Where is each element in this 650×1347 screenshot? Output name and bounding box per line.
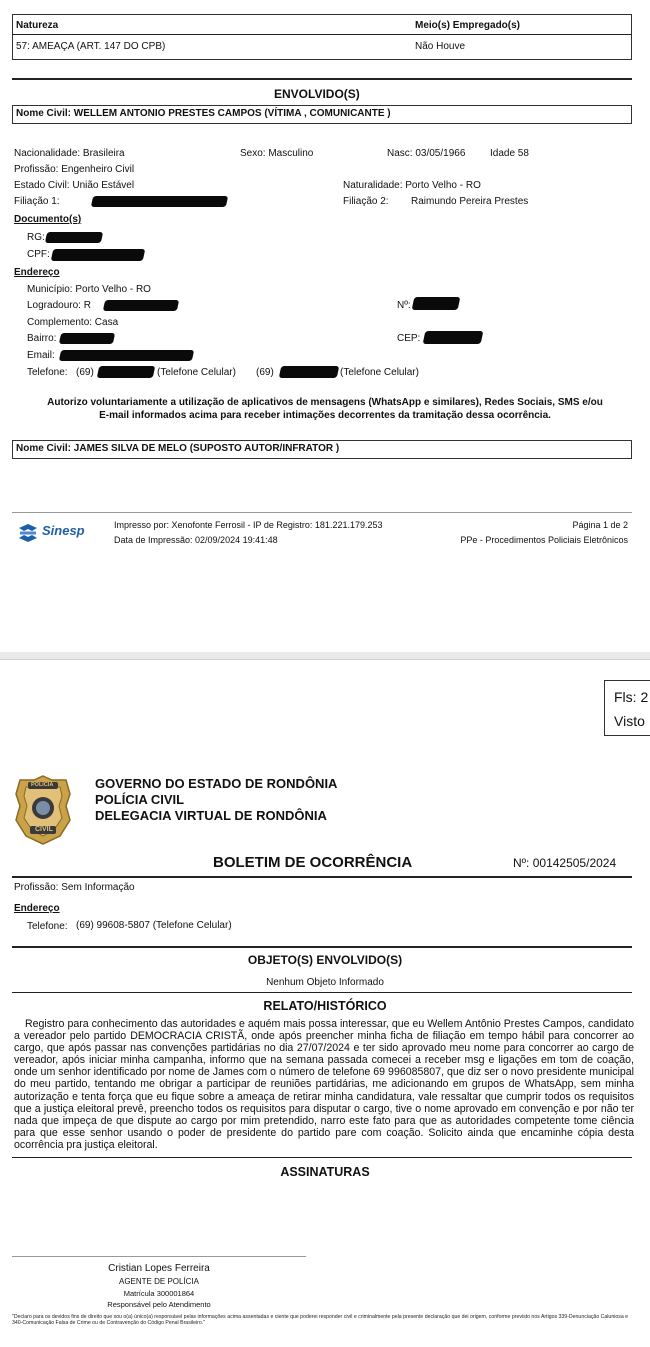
cpf-label: CPF: [27,249,50,260]
telefone-1-prefix: (69) [76,367,94,378]
redaction-email [59,350,194,361]
logradouro: Logradouro: R [27,300,91,311]
page-separator [0,652,650,660]
redaction-telefone-1 [97,366,156,378]
assinaturas-title: ASSINATURAS [280,1165,370,1179]
profissao-p2: Profissão: Sem Informação [14,882,135,893]
filiacao-2-label: Filiação 2: [343,196,389,207]
filiacao-2-value: Raimundo Pereira Prestes [411,196,529,207]
estado-civil: Estado Civil: União Estável [14,180,135,191]
declaration-text: "Declaro para os devidos fins de direito que sou o(a) único(a) responsável pelas informações acima assentadas e ciente que poderei responder civil e criminalmente pela presente declaração que dei origem, conforme previsto nos Artigos 339-Denunciação Caluniosa e 340-Comunicação Falsa de Crime ou de Contravenção do Código Penal Brasileiro." [12,1314,629,1326]
sexo: Sexo: Masculino [240,148,314,159]
objetos-title: OBJETO(S) ENVOLVIDO(S) [247,953,403,967]
relato-text: Registro para conhecimento das autoridades e aquém mais possa interessar, que eu Wellem Antônio Prestes Campos, candidato a vereador pelo partido DEMOCRACIA CRISTÃ, onde após preencher minha ficha de filiação em tempo hábil para concorrer ao cargo, que após passar nas convenções partidárias no dia 27/07/2024 e ter sido aprovado meu nome para concorrer ao cargo de vereador, após iniciar minha campanha, informo que na semana passada comecei a receber msg e ligações em tom de coação, onde um senhor identificado por nome de James com o número de telefone 69 996085807, que diz ser o novo presidente municipal do meu partido, tentando me obrigar a participar de reuniões partidárias, me adicionando em grupos de WhatsApp, sem minha autorização e tenta força que eu fique sobre a ameaça de retirar minha candidatura, vale ressaltar que cumprir todos os requisitos que a justiça eleitoral prevê, preencho todos os requisitos para disputar o cargo, tive o nome aprovado em convenção e por não ter nada que impeça de que dispute ao cargo por mim pretendido, narro este fato para que as autoridades competente tome ciência para que esse senhor usando o poder de presidente do partido pare com coação. Solicito ainda que encaminhe cópia desta ocorrência pra justiça eleitoral. [14,1018,634,1151]
redaction-cpf [51,249,146,261]
autorizo-line-1: Autorizo voluntariamente a utilização de aplicativos de mensagens (WhatsApp e similares), Redes Sociais, SMS e/ou [47,397,603,408]
fls-box [604,680,650,736]
documentos-label: Documento(s) [14,214,82,225]
naturalidade: Naturalidade: Porto Velho - RO [343,180,481,191]
objetos-divider [12,946,632,948]
numero-label: Nº: [397,300,411,311]
redaction-cep [423,331,484,344]
footer-printed-by: Impresso por: Xenofonte Ferrosil - IP de Registro: 181.221.179.253 [114,520,383,530]
natureza-value: 57: AMEAÇA (ART. 147 DO CPB) [16,41,166,52]
badge-text-bottom: CIVIL [35,826,53,833]
objetos-value: Nenhum Objeto Informado [266,977,384,988]
footer-divider [12,512,632,513]
telefone-label: Telefone: [27,367,68,378]
filiacao-1-label: Filiação 1: [14,196,60,207]
fls-label: Fls: 2 [614,689,649,705]
bairro-label: Bairro: [27,333,57,344]
gov-line-1: GOVERNO DO ESTADO DE RONDÔNIA [95,776,338,791]
endereco-label: Endereço [14,267,60,278]
redaction-bairro [59,333,115,344]
footer-system: PPe - Procedimentos Policiais Eletrônicos [460,535,628,545]
sinesp-logo-text: Sinesp [42,523,85,538]
telefone-2-type: (Telefone Celular) [340,367,419,378]
victim-name: Nome Civil: WELLEM ANTONIO PRESTES CAMPOS (VÍTIMA , COMUNICANTE ) [16,108,391,119]
title-divider [12,876,632,878]
signer-responsavel: Responsável pelo Atendimento [107,1300,211,1309]
bo-number: Nº: 00142505/2024 [513,856,617,870]
telefone-value-p2: (69) 99608-5807 (Telefone Celular) [76,920,232,931]
natureza-header: Natureza [16,20,59,31]
complemento: Complemento: Casa [27,317,119,328]
sinesp-icon [16,522,40,544]
meio-empregado-value: Não Houve [415,41,466,52]
envolvidos-title: ENVOLVIDO(S) [274,87,360,101]
meio-empregado-header: Meio(s) Empregado(s) [415,20,521,31]
gov-line-2: POLÍCIA CIVIL [95,792,185,807]
redaction-numero [412,297,461,310]
idade: Idade 58 [490,148,529,159]
visto-label: Visto [614,713,645,729]
signer-matricula: Matrícula 300001864 [123,1289,195,1298]
gov-line-3: DELEGACIA VIRTUAL DE RONDÔNIA [95,808,327,823]
redaction-filiacao-1 [91,196,228,207]
natureza-header-divider [12,34,632,35]
relato-title: RELATO/HISTÓRICO [263,999,387,1013]
footer-print-date: Data de Impressão: 02/09/2024 19:41:48 [114,535,278,545]
municipio: Município: Porto Velho - RO [27,284,151,295]
suspect-name: Nome Civil: JAMES SILVA DE MELO (SUPOSTO AUTOR/INFRATOR ) [16,443,340,454]
natureza-table [12,14,632,60]
bo-title: BOLETIM DE OCORRÊNCIA [213,854,413,871]
signer-role: AGENTE DE POLÍCIA [118,1277,200,1286]
signer-name: Cristian Lopes Ferreira [108,1263,210,1274]
section-divider [12,78,632,80]
profissao: Profissão: Engenheiro Civil [14,164,135,175]
nacionalidade: Nacionalidade: Brasileira [14,148,125,159]
telefone-2-prefix: (69) [256,367,274,378]
footer-page-number: Página 1 de 2 [572,520,628,530]
email-label: Email: [27,350,55,361]
redaction-rg [45,232,103,243]
rg-label: RG: [27,232,45,243]
telefone-1-type: (Telefone Celular) [157,367,236,378]
autorizo-line-2: E-mail informados acima para receber intimações decorrentes da tramitação dessa ocorrência. [99,410,551,421]
telefone-label-p2: Telefone: [27,921,68,932]
objetos-bottom-divider [12,992,632,993]
data-nascimento: Nasc: 03/05/1966 [387,148,466,159]
redaction-logradouro [103,300,179,311]
relato-bottom-divider [12,1157,632,1158]
endereco-label-p2: Endereço [14,903,60,914]
cep-label: CEP: [397,333,421,344]
sinesp-logo [16,521,96,547]
policia-civil-badge [14,774,72,846]
redaction-telefone-2 [279,366,340,378]
signature-line [12,1256,306,1257]
badge-text-top: POLÍCIA [31,782,54,788]
